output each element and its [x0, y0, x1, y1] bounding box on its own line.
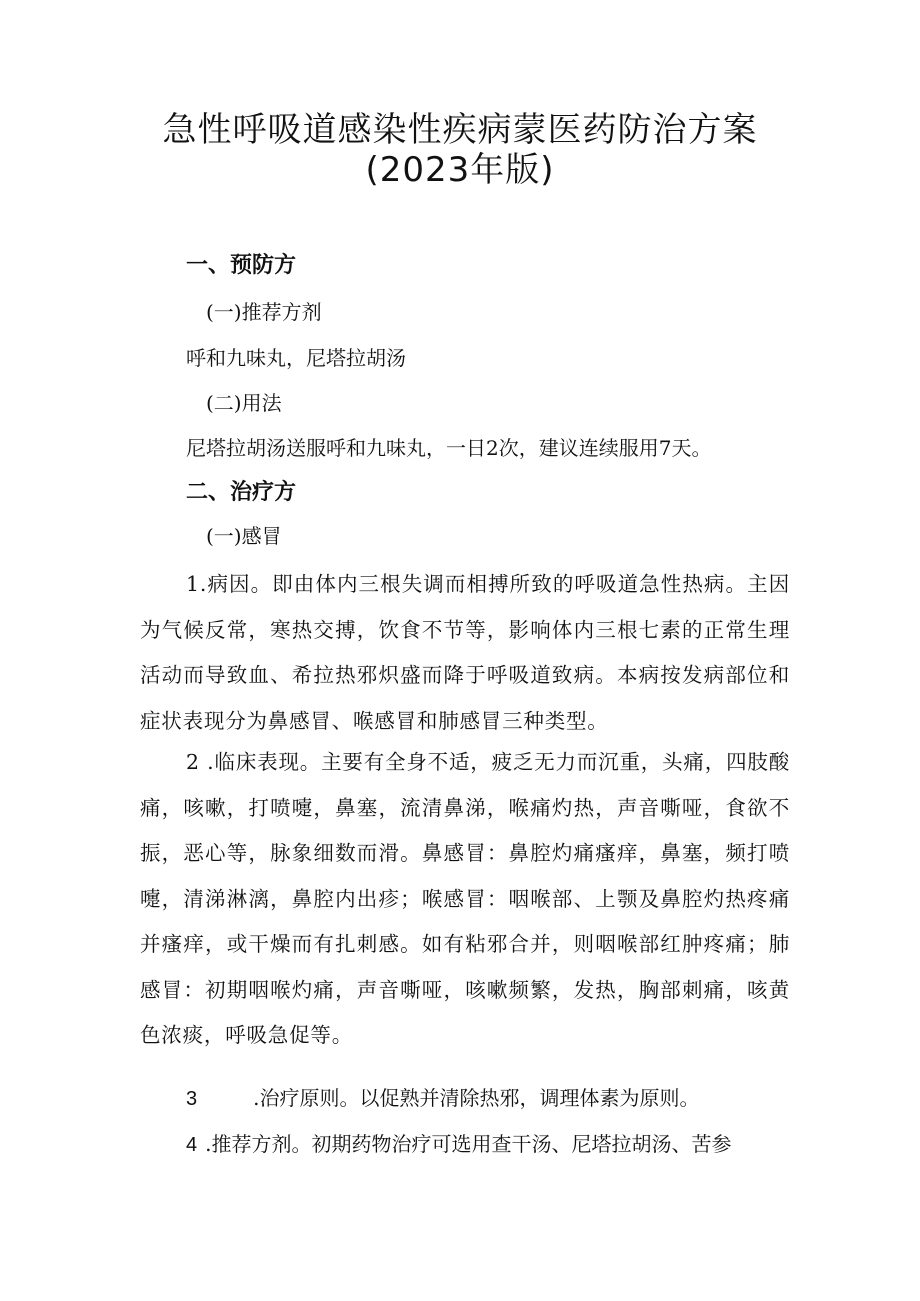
paragraph-etiology: 1.病因。即由体内三根失调而相搏所致的呼吸道急性热病。主因为气候反常，寒热交搏，饮食不节等，影响体内三根七素的正常生理活动而导致血、希拉热邪炽盛而降于呼吸道致病。本病按发病部位和症状表现分为鼻感冒、喉感冒和肺感冒三种类型。 [140, 572, 790, 733]
prevention-formula-text: 呼和九味丸，尼塔拉胡汤 [186, 346, 406, 370]
subheading-usage: (二)用法 [206, 391, 282, 415]
item-number: 3 [186, 1088, 198, 1110]
item-number: 4 [186, 1134, 198, 1156]
document-title: 急性呼吸道感染性疾病蒙医药防治方案 [162, 110, 758, 150]
paragraph-clinical-manifestation: 2 .临床表现。主要有全身不适，疲乏无力而沉重，头痛，四肢酸痛，咳嗽，打喷嚏，鼻塞，流清鼻涕，喉痛灼热，声音嘶哑，食欲不振，恶心等，脉象细数而滑。鼻感冒：鼻腔灼痛瘙痒，鼻塞，频打喷嚏，清涕淋漓，鼻腔内出疹；喉感冒：咽喉部、上颚及鼻腔灼热疼痛并瘙痒，或干燥而有扎刺感。如有粘邪合并，则咽喉部红肿疼痛；肺感冒：初期咽喉灼痛，声音嘶哑，咳嗽频繁，发热，胸部刺痛，咳黄色浓痰，呼吸急促等。 [140, 750, 790, 1047]
treatment-principle-item [186, 1084, 699, 1113]
recommended-formula-text: .推荐方剂。初期药物治疗可选用查干汤、尼塔拉胡汤、苦参 [205, 1132, 732, 1156]
subheading-recommended-formula: (一)推荐方剂 [206, 300, 322, 324]
document-title-edition: (2023年版) [365, 150, 555, 190]
section-heading-prevention: 一、预防方 [186, 253, 297, 278]
subheading-cold: (一)感冒 [206, 524, 282, 548]
recommended-formula-item [186, 1130, 731, 1159]
treatment-principle-text: .治疗原则。以促熟并清除热邪，调理体素为原则。 [253, 1086, 700, 1110]
section-heading-treatment: 二、治疗方 [186, 480, 297, 505]
usage-text: 尼塔拉胡汤送服呼和九味丸，一日2次，建议连续服用7天。 [186, 436, 712, 460]
